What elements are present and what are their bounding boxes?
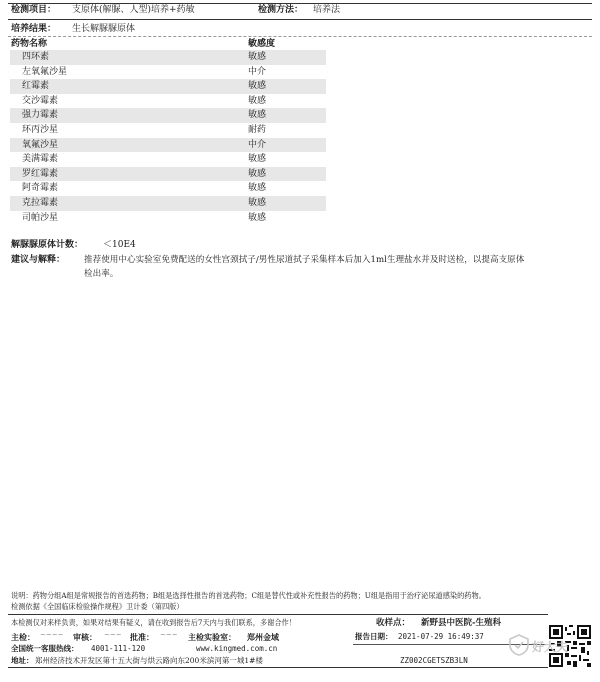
count-value: ＜10E4	[103, 240, 136, 250]
advice-line1: 推荐使用中心实验室免费配送的女性宫颈拭子/男性尿道拭子采集样本后加入1ml生理盐水并及时送检，以提高支原体	[84, 255, 525, 265]
report-date-label: 报告日期：	[355, 632, 393, 641]
drug-name: 克拉霉素	[22, 198, 59, 208]
drug-name: 美满霉素	[22, 154, 59, 165]
approver-label: 批准：	[130, 632, 154, 642]
table-row	[10, 138, 326, 153]
table-row	[10, 211, 326, 226]
drug-name: 左氧氟沙星	[22, 66, 68, 77]
drug-name: 司帕沙星	[22, 212, 59, 223]
sensitivity-value: 敏感	[248, 52, 267, 62]
receiver-label: 收样点：	[376, 618, 411, 628]
advice-label: 建议与解释：	[11, 255, 66, 265]
drug-name: 氧氟沙星	[22, 139, 59, 150]
drug-group-note: 说明：药物分组A组是常规报告的首选药物；B组是选择性报告的首选药物；C组是替代性或补充性报告的药物；U组是指用于治疗泌尿道感染的药物。	[11, 591, 486, 600]
sensitivity-value: 敏感	[248, 168, 267, 179]
tester-label: 主检：	[11, 632, 35, 642]
count-label: 解脲脲原体计数：	[11, 240, 84, 250]
website-text: www.kingmed.com.cn	[196, 644, 278, 653]
sensitivity-value: 敏感	[248, 154, 267, 165]
tester-signature: ~~~~	[40, 631, 64, 639]
sensitivity-value: 敏感	[248, 95, 267, 106]
advice-line2: 检出率。	[84, 269, 119, 279]
sensitivity-value: 敏感	[248, 81, 267, 92]
culture-value: 生长解脲脲原体	[72, 24, 136, 34]
report-date-value: 2021-07-29 16:49:37	[398, 632, 484, 641]
approver-signature: ~~~	[160, 631, 178, 639]
footer-bottom-border	[8, 667, 548, 668]
method-value: 培养法	[313, 5, 341, 15]
table-row	[10, 123, 326, 138]
table-row	[10, 108, 326, 123]
drug-name: 环丙沙星	[22, 125, 59, 135]
reviewer-label: 审核：	[73, 632, 97, 642]
address-value: 郑州经济技术开发区第十五大街与烘云路向东200米滨河第一城1#楼	[35, 656, 263, 665]
table-row	[10, 167, 326, 182]
sensitivity-value: 中介	[248, 139, 267, 150]
hotline-value: 4001-111-120	[91, 644, 146, 653]
drug-name: 阿奇霉素	[22, 183, 59, 194]
hotline-label: 全国统一客服热线：	[11, 644, 79, 653]
sensitivity-value: 敏感	[248, 212, 267, 223]
disclaimer: 本检测仅对来样负责，如果对结果有疑义，请在收到报告后7天内与我们联系，多谢合作！	[11, 618, 296, 627]
drug-name: 四环素	[22, 52, 50, 62]
receiver-value: 新野县中医院-生殖科	[421, 618, 502, 628]
drug-name: 罗红霉素	[22, 168, 59, 179]
table-row	[10, 79, 326, 94]
drug-name: 红霉素	[22, 81, 50, 92]
sensitivity-value: 敏感	[248, 183, 267, 194]
test-item-value: 支原体(解脲、人型)培养+药敏	[72, 5, 195, 15]
sensitivity-value: 敏感	[248, 198, 267, 208]
table-row	[10, 152, 326, 167]
address-label: 地址：	[11, 656, 34, 665]
method-label: 检测方法：	[258, 5, 304, 15]
lab-label: 主检实验室：	[188, 632, 236, 642]
table-row	[10, 196, 326, 211]
col-sens-header: 敏感度	[248, 39, 276, 49]
col-drug-header: 药物名称	[11, 39, 48, 49]
table-row	[10, 94, 326, 109]
table-row	[10, 50, 326, 65]
reviewer-signature: ~~~	[104, 631, 122, 639]
table-row	[10, 181, 326, 196]
culture-divider	[8, 36, 592, 37]
test-item-label: 检测项目：	[11, 5, 57, 15]
watermark-text: 好大夫	[532, 640, 569, 654]
basis-note: 检测依据《全国临床检验操作规程》卫计委（第四版）	[11, 602, 184, 611]
sensitivity-value: 中介	[248, 66, 267, 77]
header-divider	[8, 19, 592, 20]
sensitivity-value: 耐药	[248, 125, 267, 135]
sensitivity-value: 敏感	[248, 110, 267, 121]
sample-code: ZZ002CGETSZB3LN	[400, 656, 468, 665]
drug-name: 强力霉素	[22, 110, 59, 121]
table-row	[10, 65, 326, 80]
drug-name: 交沙霉素	[22, 95, 59, 106]
footer-top-border	[8, 614, 548, 615]
watermark-shield-icon	[508, 634, 530, 656]
lab-value: 郑州金域	[247, 632, 279, 642]
culture-label: 培养结果：	[11, 24, 57, 34]
